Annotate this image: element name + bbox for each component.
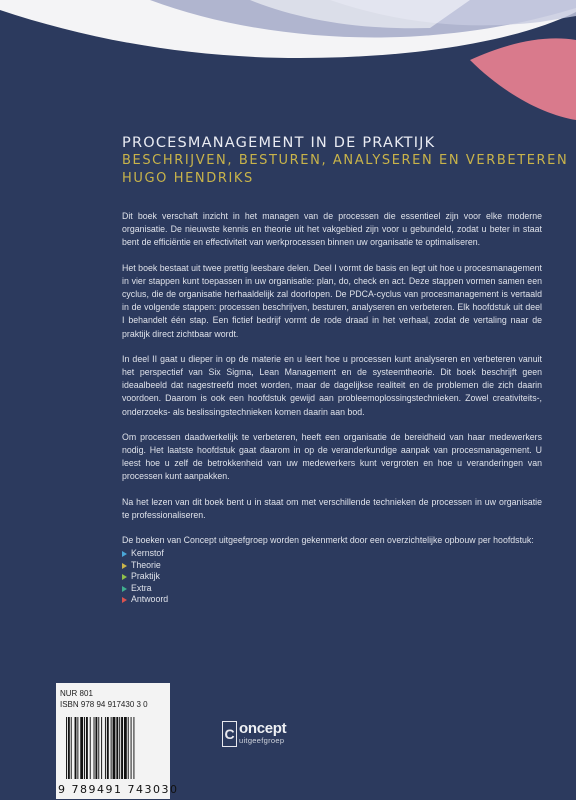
barcode-bar xyxy=(107,717,109,779)
list-item xyxy=(122,594,542,606)
book-title: PROCESMANAGEMENT IN DE PRAKTIJK xyxy=(122,135,436,151)
barcode-bar xyxy=(119,717,120,779)
barcode-bar xyxy=(84,717,85,779)
barcode-bar xyxy=(71,717,72,779)
triangle-bullet-icon xyxy=(122,574,127,580)
nur-code: NUR 801 xyxy=(60,689,93,698)
barcode-bar xyxy=(90,717,91,779)
chapter-structure-list xyxy=(122,548,542,606)
publisher-logo xyxy=(222,721,286,747)
list-item-label: Extra xyxy=(131,582,152,593)
book-author: HUGO HENDRIKS xyxy=(122,171,254,186)
logo-subtitle: uitgeefgroep xyxy=(239,736,285,745)
list-intro: De boeken van Concept uitgeefgroep worden gekenmerkt door een overzichtelijke opbouw per hoofdstuk: xyxy=(122,535,534,546)
paragraph: Dit boek verschaft inzicht in het managen van de processen die essentieel zijn voor elke moderne organisatie. De nieuwste kennis en theorie uit het vakgebied zijn voor u gebundeld, zodat u beter in staat bent de efficiëntie en effectiviteit van werkprocessen binnen uw organisatie te optimaliseren. xyxy=(122,211,542,248)
triangle-bullet-icon xyxy=(122,597,127,603)
barcode-bar xyxy=(95,717,97,779)
barcode-bar xyxy=(124,717,127,779)
paragraph: Na het lezen van dit boek bent u in staat om met verschillende technieken de processen in uw organisatie te professionaliseren. xyxy=(122,496,542,520)
barcode-bar xyxy=(77,717,78,779)
logo-word: oncept xyxy=(239,720,287,737)
book-subtitle: BESCHRIJVEN, BESTUREN, ANALYSEREN EN VERBETEREN xyxy=(122,153,569,168)
barcode-bar xyxy=(121,717,123,779)
list-item-label: Theorie xyxy=(131,559,161,570)
barcode-bar xyxy=(113,717,116,779)
barcode-image xyxy=(64,717,164,781)
barcode-bar xyxy=(131,717,132,779)
barcode-bar xyxy=(111,717,112,779)
triangle-bullet-icon xyxy=(122,586,127,592)
triangle-bullet-icon xyxy=(122,551,127,557)
title-block xyxy=(122,134,569,188)
isbn-number: ISBN 978 94 917430 3 0 xyxy=(60,700,148,709)
barcode-bar xyxy=(116,717,118,779)
paragraph: Om processen daadwerkelijk te verbeteren, heeft een organisatie de bereidheid van haar medewerkers nodig. Het laatste hoofdstuk gaat daarom in op de veranderkundige aanpak van procesmanagement. U leest hoe u zelf de betrokkenheid van uw medewerkers kunt vergroten en hoe u veranderingen van processen kunt aanpakken. xyxy=(122,431,542,482)
paragraph: Het boek bestaat uit twee prettig leesbare delen. Deel I vormt de basis en legt uit hoe u procesmanagement in vier stappen kunt toepassen in uw organisatie: plan, do, check en act. Deze stappen vormen samen een cyclus, die de organisatie herhaaldelijk zal doorlopen. De PDCA-cyclus van procesmanagement is vertaald in de volgende stappen: processen beschrijven, besturen, analyseren en verbeteren. Elk hoofdstuk uit deel I behandelt één stap. Een fictief bedrijf vormt de rode draad in het verhaal, zodat de vertaling naar de praktijk direct zichtbaar wordt. xyxy=(122,262,542,339)
barcode-bar xyxy=(66,717,67,779)
decorative-arc-graphic xyxy=(0,0,576,140)
list-item-label: Kernstof xyxy=(131,548,164,559)
barcode-bar xyxy=(128,717,129,779)
barcode-bar xyxy=(101,717,102,779)
barcode-bar xyxy=(105,717,106,779)
barcode-bar xyxy=(133,717,134,779)
barcode-bar xyxy=(75,717,77,779)
barcode-number: 9 789491 743030 xyxy=(58,783,179,796)
blurb xyxy=(122,210,542,606)
list-item-label: Antwoord xyxy=(131,594,169,605)
barcode-bar xyxy=(94,717,95,779)
paragraph: In deel II gaat u dieper in op de materie en u leert hoe u processen kunt analyseren en verbeteren vanuit het perspectief van Six Sigma, Lean Management en de systeemtheorie. Dit boek beschrijft geen ideaalbeeld dat nagestreefd moet worden, maar de dagelijkse realiteit en de problemen die zich daarin voordoen. Daarom is ook een hoofdstuk gewijd aan probleemoplossingstechnieken. Zowel creativiteits-, onderzoeks- als beslissingstechnieken komen daarin aan bod. xyxy=(122,353,542,417)
list-item xyxy=(122,548,542,560)
list-item xyxy=(122,571,542,583)
barcode-bar xyxy=(98,717,99,779)
list-item xyxy=(122,560,542,572)
barcode-bar xyxy=(86,717,88,779)
logo-letter: C xyxy=(222,721,237,747)
barcode-bar xyxy=(80,717,83,779)
barcode-panel xyxy=(56,683,179,799)
list-item-label: Praktijk xyxy=(131,571,160,582)
list-item xyxy=(122,583,542,595)
barcode-bar xyxy=(68,717,70,779)
triangle-bullet-icon xyxy=(122,563,127,569)
